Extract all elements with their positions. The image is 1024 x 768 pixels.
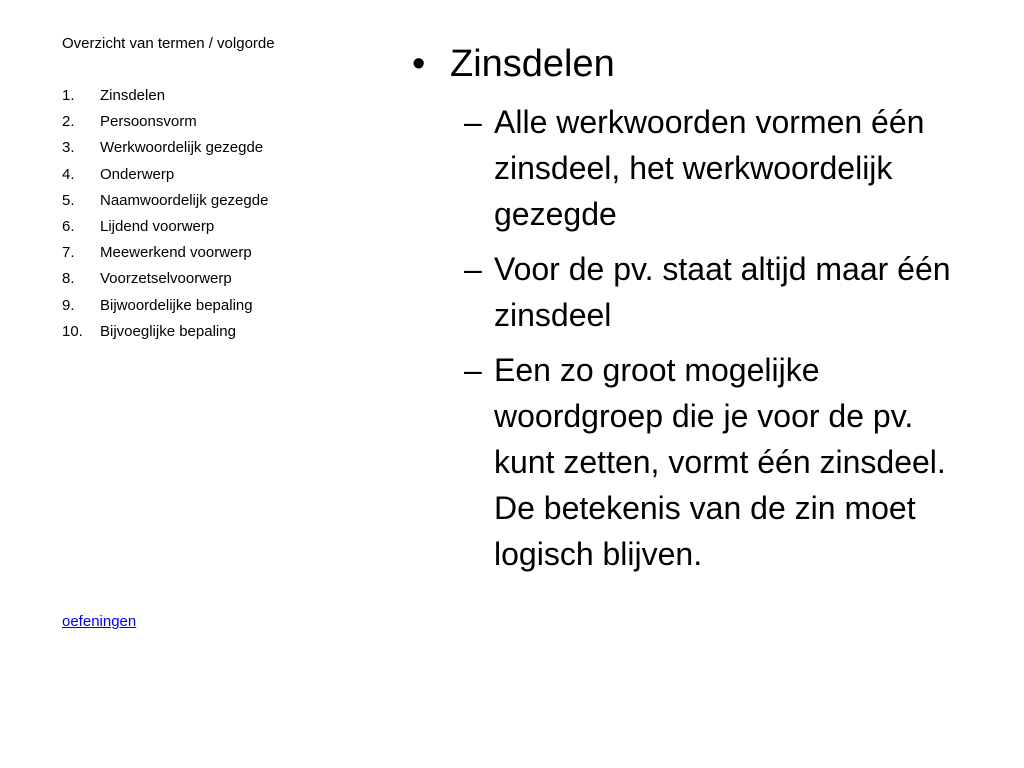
term-number: 4. <box>62 165 75 183</box>
term-item <box>62 138 392 164</box>
term-item <box>62 322 392 348</box>
dash-icon: – <box>464 352 482 388</box>
term-label: Persoonsvorm <box>100 113 197 131</box>
term-item <box>62 191 392 217</box>
term-number: 5. <box>62 191 75 209</box>
overview-title: Overzicht van termen / volgorde <box>62 35 275 52</box>
main-bullet <box>412 40 972 88</box>
term-number: 10. <box>62 322 83 340</box>
content-panel <box>412 40 972 586</box>
term-number: 2. <box>62 113 75 131</box>
bullet-icon: • <box>412 43 426 85</box>
term-label: Voorzetselvoorwerp <box>100 270 232 288</box>
term-item <box>62 296 392 322</box>
sub-point-text: Alle werkwoorden vormen één zinsdeel, het werkwoordelijk gezegde <box>494 104 925 232</box>
term-item <box>62 269 392 295</box>
term-label: Bijvoeglijke bepaling <box>100 322 236 340</box>
term-label: Lijdend voorwerp <box>100 217 215 235</box>
sub-point-text: Voor de pv. staat altijd maar één zinsdeel <box>494 251 951 333</box>
term-number: 1. <box>62 87 75 104</box>
sub-point-text: Een zo groot mogelijke woordgroep die je voor de pv. kunt zetten, vormt één zinsdeel. De betekenis van de zin moet logisch blijven. <box>494 352 946 572</box>
term-number: 7. <box>62 244 75 262</box>
term-label: Meewerkend voorwerp <box>100 244 252 262</box>
term-number: 9. <box>62 296 75 314</box>
terms-overview-panel <box>62 34 392 348</box>
term-label: Onderwerp <box>100 165 175 183</box>
main-bullet-heading: Zinsdelen <box>450 43 615 85</box>
dash-icon: – <box>464 251 482 287</box>
term-list <box>62 86 392 348</box>
dash-icon: – <box>464 104 482 140</box>
term-label: Naamwoordelijk gezegde <box>100 191 269 209</box>
term-number: 8. <box>62 270 75 288</box>
exercises-link[interactable]: oefeningen <box>62 613 137 630</box>
sub-point <box>464 246 954 338</box>
term-item <box>62 86 392 112</box>
term-label: Bijwoordelijke bepaling <box>100 296 253 314</box>
term-label: Zinsdelen <box>100 87 166 104</box>
term-item <box>62 217 392 243</box>
term-item <box>62 243 392 269</box>
term-number: 3. <box>62 139 75 157</box>
term-number: 6. <box>62 217 75 235</box>
term-label: Werkwoordelijk gezegde <box>100 139 264 157</box>
sub-point-list <box>412 99 972 577</box>
sub-point <box>464 99 954 237</box>
sub-point <box>464 347 954 577</box>
term-item <box>62 112 392 138</box>
term-item <box>62 165 392 191</box>
